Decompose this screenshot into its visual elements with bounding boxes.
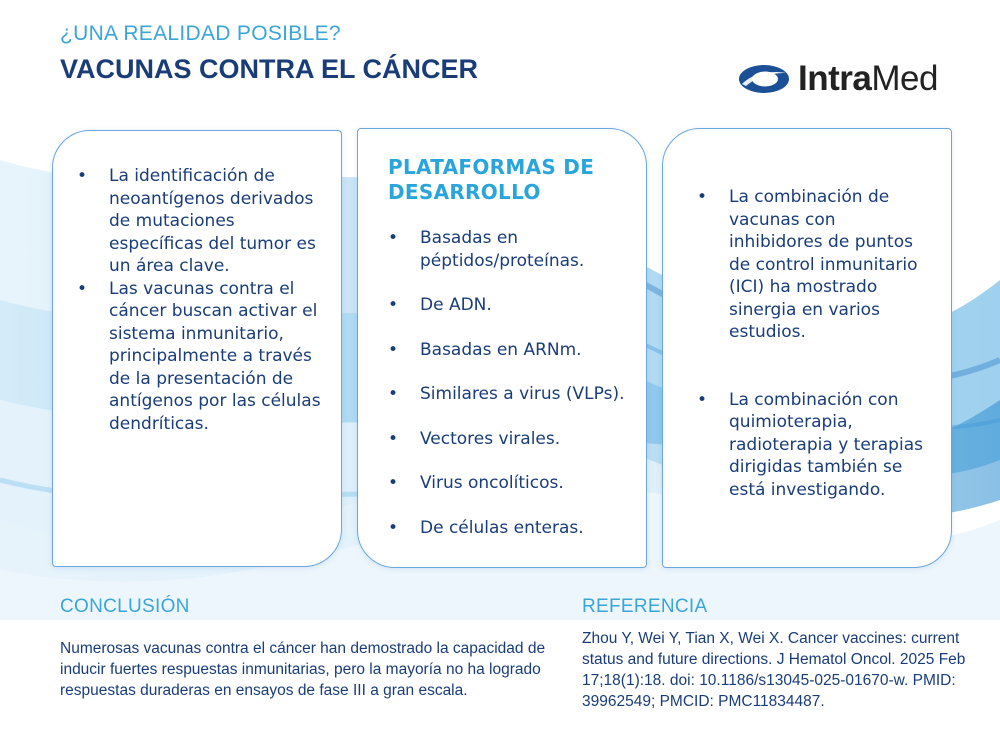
reference-text: Zhou Y, Wei Y, Tian X, Wei X. Cancer vaccines: current status and future directions. J Hematol Oncol. 2025 Feb 17;18(1):18. doi: 10.1186/s13045-025-01670-w. PMID: 39962549; PMCID: PMC11834487.: [582, 630, 966, 710]
bullet-icon: •: [77, 278, 88, 299]
list-item: • Virus oncolíticos.: [388, 473, 564, 493]
conclusion-title: CONCLUSIÓN: [60, 596, 190, 617]
intramed-logo-icon: [738, 64, 790, 94]
list-item: • Similares a virus (VLPs).: [388, 384, 625, 404]
card-neoantigens: [52, 130, 342, 567]
list-item: • La combinación con quimioterapia, radioterapia y terapias dirigidas también se está investigando.: [697, 389, 923, 500]
card-combinations: [662, 128, 952, 568]
reference-title: REFERENCIA: [582, 596, 708, 617]
bullet-icon: •: [388, 517, 399, 538]
list-item: • Basadas en ARNm.: [388, 339, 582, 360]
left-card-list: [77, 165, 323, 435]
bullet-icon: •: [77, 166, 88, 186]
bullet-icon: •: [697, 187, 708, 207]
right-card-list: [697, 186, 933, 501]
list-item: • Basadas en péptidos/proteínas.: [388, 228, 585, 271]
card-platforms: [357, 128, 647, 568]
conclusion-text: Numerosas vacunas contra el cáncer han demostrado la capacidad de inducir fuertes respuestas inmunitarias, pero la mayoría no ha logrado respuestas duraderas en ensayos de fase III a gran escala.: [60, 640, 546, 699]
list-item: • La identificación de neoantígenos derivados de mutaciones específicas del tumor es un área clave.: [77, 166, 316, 276]
bullet-icon: •: [388, 473, 399, 493]
bullet-icon: •: [388, 339, 399, 360]
intramed-logo: [738, 58, 938, 100]
page-title: VACUNAS CONTRA EL CÁNCER: [60, 54, 479, 84]
list-item: • La combinación de vacunas con inhibidores de puntos de control inmunitario (ICI) ha mostrado sinergia en varios estudios.: [697, 187, 918, 342]
logo-wordmark: IntraMed: [798, 59, 938, 98]
platforms-heading: PLATAFORMAS DE DESARROLLO: [388, 155, 595, 204]
list-item: • Vectores virales.: [388, 428, 561, 449]
bullet-icon: •: [388, 228, 399, 248]
list-item: • De ADN.: [388, 295, 492, 315]
list-item: • De células enteras.: [388, 517, 584, 538]
bullet-icon: •: [697, 389, 708, 410]
page-subtitle: ¿UNA REALIDAD POSIBLE?: [60, 22, 341, 45]
bullet-icon: •: [388, 428, 399, 449]
platforms-list: [388, 227, 628, 539]
list-item: • Las vacunas contra el cáncer buscan activar el sistema inmunitario, principalmente a través de la presentación de antígenos por las células dendríticas.: [77, 278, 321, 434]
bullet-icon: •: [388, 295, 399, 315]
bullet-icon: •: [388, 384, 399, 404]
